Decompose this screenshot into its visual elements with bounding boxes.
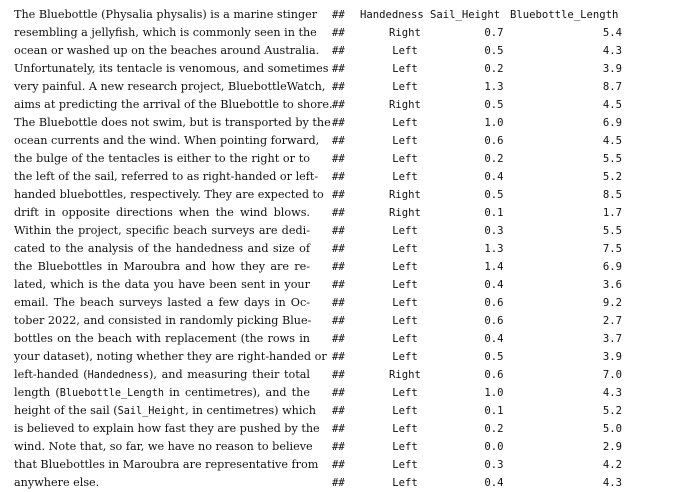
cell-bluebottle-length: 4.3 [602,387,622,399]
cell-sail-height: 1.0 [484,387,504,399]
output-data-row [332,42,622,60]
output-prefix: ## [332,333,345,345]
header-sail-height: Sail_Height [430,9,501,21]
cell-bluebottle-length: 3.6 [602,279,622,291]
prose-text: left-handed ( [14,368,88,381]
cell-bluebottle-length: 5.5 [602,225,622,237]
cell-handedness: Left [392,261,418,273]
prose-text: ocean currents and the wind. When pointing forward, [14,134,320,147]
cell-handedness: Left [392,405,418,417]
prose-text: handed bluebottles, respectively. They are expected to [14,188,324,201]
prose-line [14,60,329,78]
cell-handedness: Right [389,189,421,201]
output-prefix: ## [332,279,345,291]
cell-bluebottle-length: 2.9 [602,441,622,453]
cell-sail-height: 0.4 [484,333,504,345]
cell-bluebottle-length: 5.2 [602,405,622,417]
output-data-row [332,132,622,150]
prose-line [14,384,310,402]
prose-line [14,258,310,276]
cell-bluebottle-length: 7.5 [602,243,622,255]
cell-handedness: Right [389,369,421,381]
cell-handedness: Left [392,477,418,489]
prose-text: , in centimetres) which [185,404,316,417]
output-prefix: ## [332,441,345,453]
prose-text: length ( [14,386,60,399]
output-prefix: ## [332,387,345,399]
prose-text: cated to the analysis of the handedness and size of [14,242,310,255]
output-data-row [332,402,622,420]
cell-handedness: Left [392,315,418,327]
cell-sail-height: 0.5 [484,351,504,363]
output-prefix: ## [332,99,345,111]
prose-line [14,78,326,96]
cell-handedness: Left [392,135,418,147]
cell-sail-height: 0.2 [484,63,504,75]
prose-line [14,420,320,438]
cell-sail-height: 0.4 [484,279,504,291]
prose-line [14,24,317,42]
prose-text: The Bluebottle (Physalia physalis) is a marine stinger [14,8,318,21]
prose-text: Unfortunately, its tentacle is venomous, and sometimes [14,62,329,75]
cell-sail-height: 0.1 [484,207,504,219]
header-bluebottle-length: Bluebottle_Length [510,9,619,21]
output-prefix: ## [332,261,345,273]
cell-sail-height: 0.5 [484,99,504,111]
output-data-row [332,348,622,366]
output-prefix: ## [332,405,345,417]
prose-text: bottles on the beach with replacement (the rows in [14,332,310,345]
output-data-row [332,222,622,240]
cell-bluebottle-length: 6.9 [602,261,622,273]
cell-handedness: Left [392,243,418,255]
cell-handedness: Left [392,387,418,399]
output-data-row [332,150,622,168]
cell-sail-height: 0.4 [484,477,504,489]
prose-text: tober 2022, and consisted in randomly picking Blue- [14,314,312,327]
prose-text: in centimetres), and the [164,386,310,399]
prose-text: the bulge of the tentacles is either to the right or to [14,152,310,165]
cell-handedness: Left [392,297,418,309]
cell-handedness: Left [392,459,418,471]
output-data-row [332,186,622,204]
output-prefix: ## [332,9,345,21]
prose-text: ocean or washed up on the beaches around Australia. [14,44,320,57]
cell-sail-height: 0.5 [484,45,504,57]
output-prefix: ## [332,27,345,39]
output-header-row [332,6,619,24]
output-prefix: ## [332,135,345,147]
cell-handedness: Left [392,441,418,453]
cell-bluebottle-length: 3.7 [602,333,622,345]
cell-bluebottle-length: 6.9 [602,117,622,129]
prose-line [14,222,310,240]
r-output-table [332,6,622,492]
output-data-row [332,384,622,402]
prose-text: height of the sail ( [14,404,118,417]
output-prefix: ## [332,63,345,75]
output-data-row [332,60,622,78]
cell-bluebottle-length: 5.2 [602,171,622,183]
prose-line [14,348,327,366]
output-prefix: ## [332,459,345,471]
cell-sail-height: 0.5 [484,189,504,201]
cell-sail-height: 1.3 [484,243,504,255]
prose-line [14,402,316,420]
output-data-row [332,96,622,114]
output-prefix: ## [332,423,345,435]
prose-line [14,168,319,186]
output-data-row [332,78,622,96]
cell-handedness: Left [392,81,418,93]
cell-handedness: Left [392,423,418,435]
prose-line [14,114,331,132]
cell-sail-height: 0.2 [484,153,504,165]
output-data-row [332,438,622,456]
cell-sail-height: 0.3 [484,459,504,471]
cell-sail-height: 0.0 [484,441,504,453]
prose-text: is believed to explain how fast they are pushed by the [14,422,320,435]
output-prefix: ## [332,189,345,201]
output-prefix: ## [332,171,345,183]
cell-bluebottle-length: 3.9 [602,351,622,363]
header-handedness: Handedness [360,9,424,21]
prose-text: your dataset), noting whether they are right-handed or [14,350,327,363]
inline-code: Handedness [87,370,150,381]
output-prefix: ## [332,81,345,93]
output-data-row [332,276,622,294]
prose-text: drift in opposite directions when the wind blows. [14,206,310,219]
cell-sail-height: 0.4 [484,171,504,183]
cell-handedness: Left [392,171,418,183]
prose-line [14,330,310,348]
cell-bluebottle-length: 5.4 [602,27,622,39]
prose-text: Within the project, specific beach surveys are dedi- [14,224,310,237]
cell-bluebottle-length: 1.7 [602,207,622,219]
inline-code: Bluebottle_Length [59,388,164,399]
output-data-row [332,204,622,222]
prose-line [14,240,310,258]
prose-line [14,132,320,150]
cell-bluebottle-length: 4.5 [602,135,622,147]
cell-bluebottle-length: 2.7 [602,315,622,327]
output-data-row [332,258,622,276]
prose-line [14,456,319,474]
cell-bluebottle-length: 5.5 [602,153,622,165]
output-data-row [332,294,622,312]
cell-handedness: Left [392,153,418,165]
cell-handedness: Left [392,351,418,363]
output-data-row [332,240,622,258]
output-data-row [332,114,622,132]
cell-handedness: Left [392,117,418,129]
output-data-row [332,24,622,42]
prose-text: the left of the sail, referred to as right-handed or left- [14,170,319,183]
cell-bluebottle-length: 3.9 [602,63,622,75]
cell-bluebottle-length: 9.2 [602,297,622,309]
cell-bluebottle-length: 8.7 [602,81,622,93]
prose-line [14,6,318,24]
prose-line [14,150,310,168]
cell-sail-height: 0.6 [484,297,504,309]
cell-bluebottle-length: 4.3 [602,45,622,57]
prose-line [14,312,310,330]
cell-handedness: Left [392,45,418,57]
prose-text: lated, which is the data you have been sent in your [14,278,310,291]
cell-handedness: Right [389,207,421,219]
prose-line [14,96,333,114]
cell-bluebottle-length: 4.3 [602,477,622,489]
cell-sail-height: 0.7 [484,27,504,39]
cell-sail-height: 0.1 [484,405,504,417]
prose-text: that Bluebottles in Maroubra are representative from [14,458,319,471]
prose-text: wind. Note that, so far, we have no reason to believe [14,440,313,453]
output-prefix: ## [332,117,345,129]
inline-code: Sail_Height [117,406,186,417]
output-data-row [332,456,622,474]
output-prefix: ## [332,351,345,363]
output-prefix: ## [332,45,345,57]
cell-sail-height: 0.6 [484,369,504,381]
output-data-row [332,420,622,438]
prose-text: the Bluebottles in Maroubra and how they are re- [14,260,310,273]
cell-bluebottle-length: 7.0 [602,369,622,381]
output-data-row [332,330,622,348]
prose-text: email. The beach surveys lasted a few days in Oc- [14,296,310,309]
cell-sail-height: 1.4 [484,261,504,273]
output-data-row [332,474,622,492]
cell-bluebottle-length: 4.5 [602,99,622,111]
output-prefix: ## [332,225,345,237]
prose-line [14,186,324,204]
prose-text: The Bluebottle does not swim, but is transported by the [14,116,331,129]
output-data-row [332,312,622,330]
prose-text: very painful. A new research project, BluebottleWatch, [14,80,326,93]
cell-bluebottle-length: 5.0 [602,423,622,435]
output-prefix: ## [332,207,345,219]
prose-line [14,42,320,60]
cell-bluebottle-length: 4.2 [602,459,622,471]
cell-handedness: Left [392,333,418,345]
cell-handedness: Right [389,99,421,111]
cell-handedness: Left [392,279,418,291]
prose-line [14,204,310,222]
prose-text: anywhere else. [14,476,100,489]
cell-sail-height: 1.3 [484,81,504,93]
cell-bluebottle-length: 8.5 [602,189,622,201]
output-prefix: ## [332,243,345,255]
output-prefix: ## [332,153,345,165]
prose-line [14,276,310,294]
cell-sail-height: 0.3 [484,225,504,237]
prose-text: resembling a jellyfish, which is commonly seen in the [14,26,317,39]
cell-handedness: Left [392,225,418,237]
output-prefix: ## [332,369,345,381]
prose-text: ), and measuring their total [149,368,310,381]
output-rows [332,24,622,492]
prose-text: aims at predicting the arrival of the Bluebottle to shore. [14,98,333,111]
prose-line [14,438,313,456]
prose-paragraph [14,6,333,492]
output-prefix: ## [332,477,345,489]
output-prefix: ## [332,315,345,327]
cell-sail-height: 0.6 [484,315,504,327]
cell-sail-height: 0.6 [484,135,504,147]
cell-handedness: Left [392,63,418,75]
cell-handedness: Right [389,27,421,39]
output-data-row [332,366,622,384]
cell-sail-height: 1.0 [484,117,504,129]
cell-sail-height: 0.2 [484,423,504,435]
output-prefix: ## [332,297,345,309]
prose-line [14,474,310,492]
output-data-row [332,168,622,186]
prose-line [14,366,310,384]
prose-line [14,294,310,312]
